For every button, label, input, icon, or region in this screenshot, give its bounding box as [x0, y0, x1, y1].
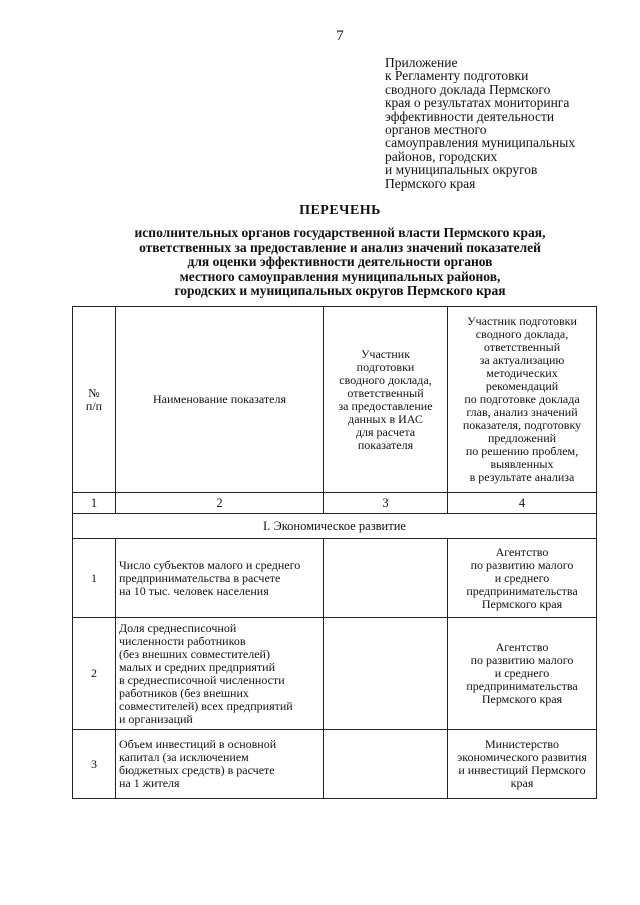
responsible-agency: Министерство экономического развития и инвестиций Пермского края	[448, 730, 597, 799]
table-row	[73, 618, 597, 730]
page-number: 7	[336, 28, 344, 44]
data-provider-cell	[324, 730, 448, 799]
header-data-provider: Участник подготовки сводного доклада, ответственный за предоставление данных в ИАС для расчета показателя	[324, 307, 448, 493]
appendix-line: Пермского края	[385, 175, 476, 191]
table-row	[73, 730, 597, 799]
subtitle-line: местного самоуправления муниципальных районов,	[179, 268, 501, 284]
subtitle-line: исполнительных органов государственной власти Пермского края,	[134, 225, 546, 240]
column-number: 4	[448, 493, 597, 514]
column-number: 3	[324, 493, 448, 514]
appendix-line: к Регламенту подготовки	[385, 68, 529, 84]
row-number: 3	[73, 730, 116, 799]
subtitle-line: для оценки эффективности деятельности органов	[187, 254, 493, 269]
appendix-line: и муниципальных округов	[385, 162, 538, 178]
indicator-name: Объем инвестиций в основной капитал (за исключением бюджетных средств) в расчете на 1 жителя	[116, 730, 324, 799]
table-row	[73, 539, 597, 618]
responsible-agency: Агентство по развитию малого и среднего предпринимательства Пермского края	[448, 618, 597, 730]
data-provider-cell	[324, 539, 448, 618]
appendix-line: органов местного	[385, 122, 487, 138]
header-indicator-name: Наименование показателя	[116, 307, 324, 493]
appendix-note	[385, 56, 625, 190]
header-num: № п/п	[73, 307, 116, 493]
responsible-agency: Агентство по развитию малого и среднего предпринимательства Пермского края	[448, 539, 597, 618]
section-title: I. Экономическое развитие	[73, 514, 597, 539]
appendix-line: самоуправления муниципальных	[385, 135, 576, 151]
data-provider-cell	[324, 618, 448, 730]
column-number-row	[73, 493, 597, 514]
table-header-row	[73, 307, 597, 493]
column-number: 2	[116, 493, 324, 514]
header-analysis-responsible: Участник подготовки сводного доклада, ответственный за актуализацию методических рекомендаций по подготовке доклада глав, анализ значений показателя, подготовку предложений по решению проблем, выявленных в результате анализа	[448, 307, 597, 493]
row-number: 1	[73, 539, 116, 618]
appendix-line: края о результатах мониторинга	[385, 95, 570, 111]
appendix-line: сводного доклада Пермского	[385, 81, 551, 97]
subtitle-line: городских и муниципальных округов Пермского края	[174, 283, 506, 298]
appendix-line: эффективности деятельности	[385, 108, 555, 124]
subtitle-line: ответственных за предоставление и анализ значений показателей	[139, 239, 541, 255]
column-number: 1	[73, 493, 116, 514]
appendix-line: районов, городских	[385, 148, 498, 164]
document-title: ПЕРЕЧЕНЬ	[299, 203, 381, 218]
row-number: 2	[73, 618, 116, 730]
document-subtitle	[80, 226, 600, 299]
appendix-line: Приложение	[385, 55, 458, 70]
indicator-name: Доля среднесписочной численности работников (без внешних совместителей) малых и средних предприятий в среднесписочной численности работников (без внешних совместителей) всех предприятий и организаций	[116, 618, 324, 730]
section-row	[73, 514, 597, 539]
indicator-name: Число субъектов малого и среднего предпринимательства в расчете на 10 тыс. человек населения	[116, 539, 324, 618]
indicators-table	[72, 306, 597, 799]
